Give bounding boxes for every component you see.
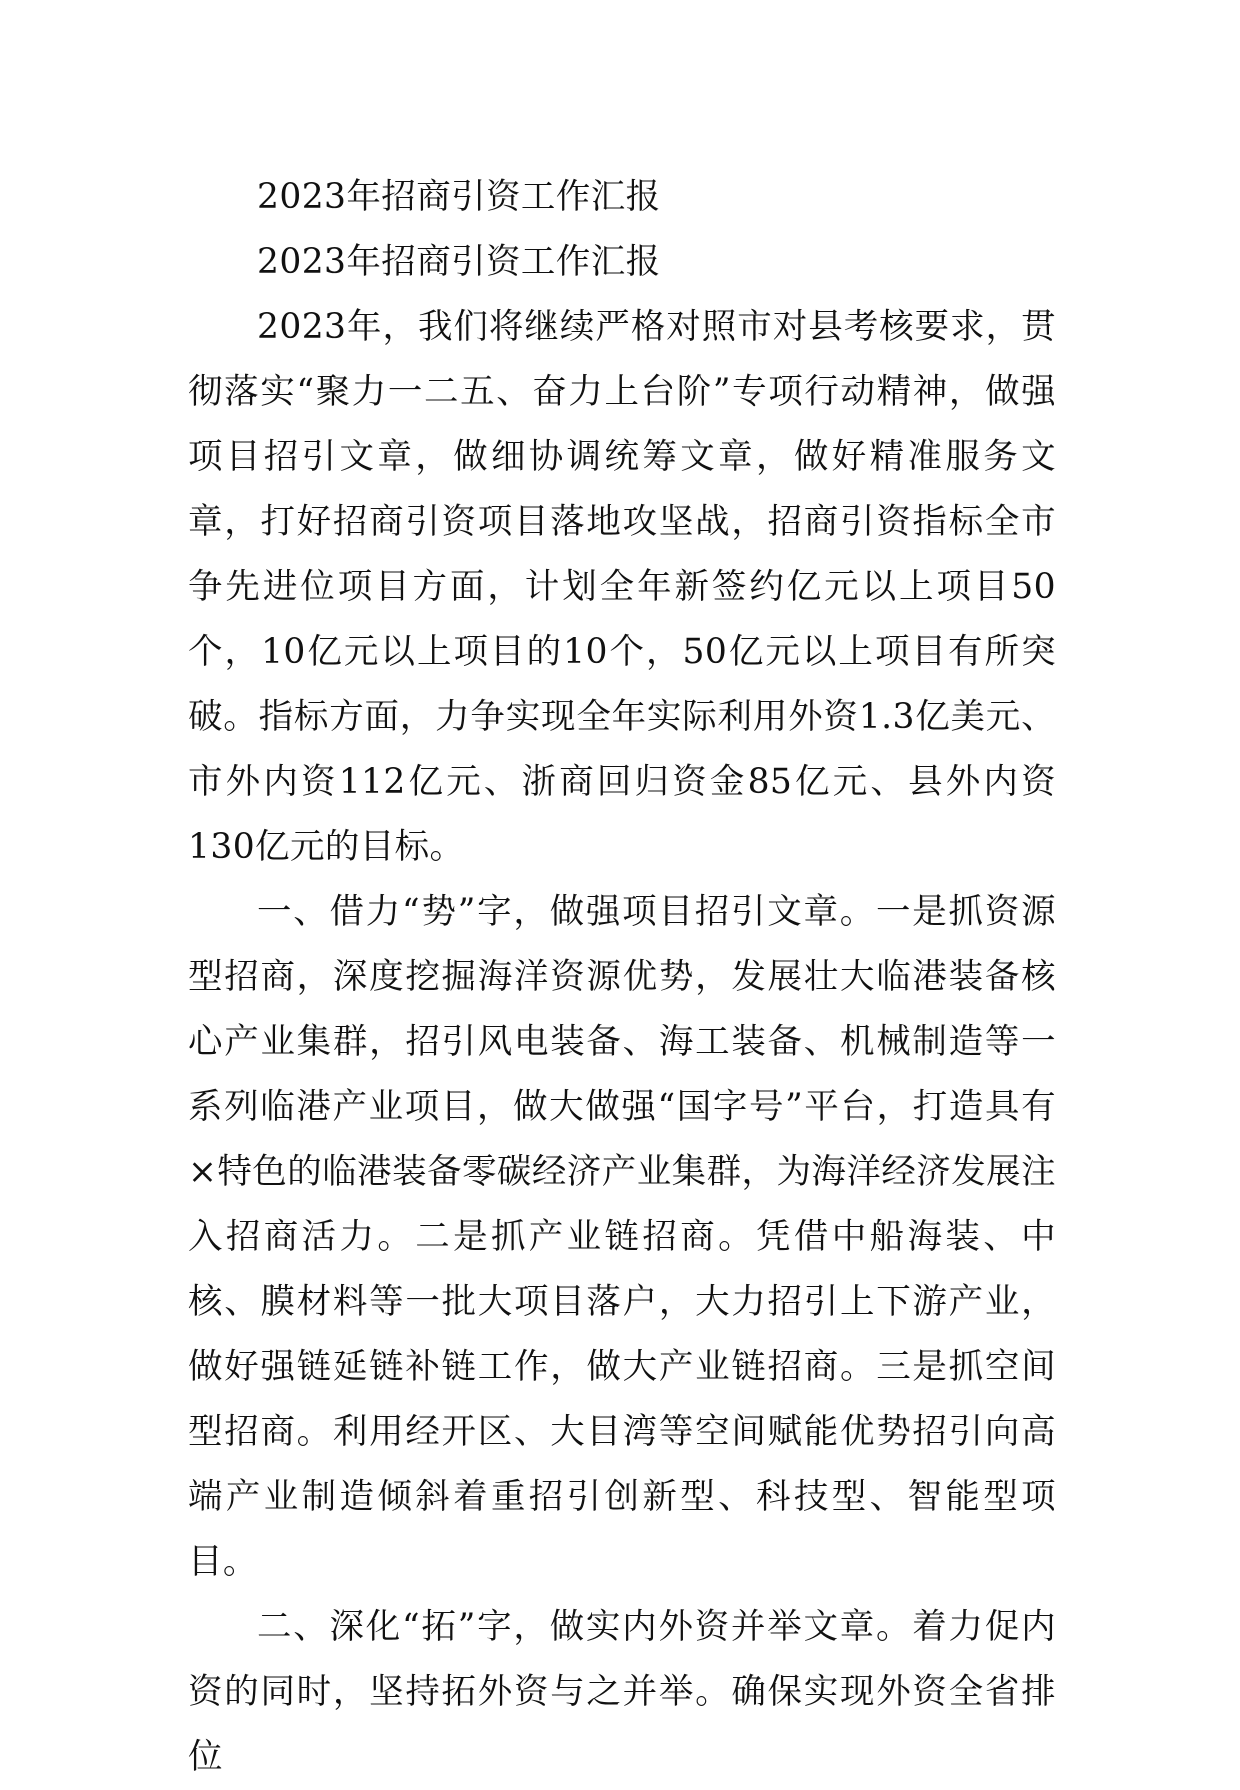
paragraph-section-1: 一、借力“势”字，做强项目招引文章。一是抓资源型招商，深度挖掘海洋资源优势，发展壮大临港装备核心产业集群，招引风电装备、海工装备、机械制造等一系列临港产业项目，做大做强“国字号”平台，打造具有×特色的临港装备零碳经济产业集群，为海洋经济发展注入招商活力。二是抓产业链招商。凭借中船海装、中核、膜材料等一批大项目落户，大力招引上下游产业，做好强链延链补链工作，做大产业链招商。三是抓空间型招商。利用经开区、大目湾等空间赋能优势招引向高端产业制造倾斜着重招引创新型、科技型、智能型项目。 bbox=[188, 892, 1056, 1582]
paragraph-intro: 2023年，我们将继续严格对照市对县考核要求，贯彻落实“聚力一二五、奋力上台阶”专项行动精神，做强项目招引文章，做细协调统筹文章，做好精准服务文章，打好招商引资项目落地攻坚战，招商引资指标全市争先进位项目方面，计划全年新签约亿元以上项目50个，10亿元以上项目的10个，50亿元以上项目有所突破。指标方面，力争实现全年实际利用外资1.3亿美元、市外内资112亿元、浙商回归资金85亿元、县外内资130亿元的目标。 bbox=[188, 307, 1056, 867]
document-body bbox=[188, 165, 1056, 1790]
document-subtitle: 2023年招商引资工作汇报 bbox=[257, 242, 661, 282]
document-title: 2023年招商引资工作汇报 bbox=[257, 177, 661, 217]
paragraph-section-2: 二、深化“拓”字，做实内外资并举文章。着力促内资的同时，坚持拓外资与之并举。确保实现外资全省排位 bbox=[188, 1607, 1056, 1777]
